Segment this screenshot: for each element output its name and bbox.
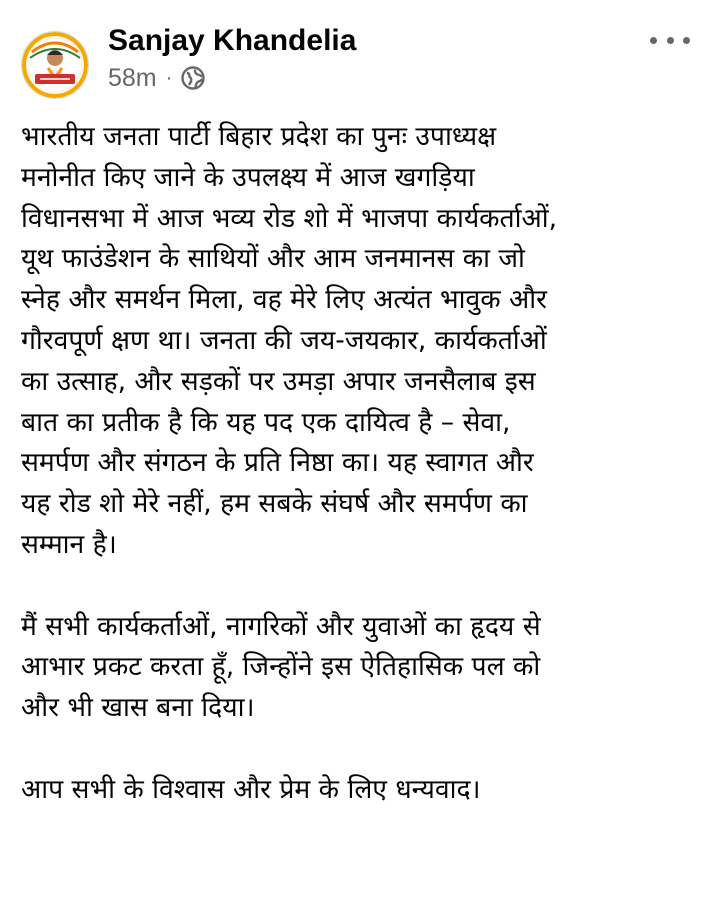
post-meta [108,62,205,94]
more-dot [667,37,674,44]
more-options-icon[interactable] [650,30,690,50]
more-dot [683,37,690,44]
post-paragraph: मैं सभी कार्यकर्ताओं, नागरिकों और युवाओं का हृदय से आभार प्रकट करता हूँ, जिन्होंने इस ऐतिहासिक पल को और भी खास बना दिया। [21,610,541,724]
meta-separator: · [165,66,173,89]
author-name[interactable]: Sanjay Khandelia [108,24,357,57]
post-paragraph: भारतीय जनता पार्टी बिहार प्रदेश का पुनः उपाध्यक्ष मनोनीत किए जाने के उपलक्ष्य में आज खगड़िया विधानसभा में आज भव्य रोड शो में भाजपा कार्यकर्ताओं, यूथ फाउंडेशन के साथियों और आम जनमानस का जो स्नेह और समर्थन मिला, वह मेरे लिए अत्यंत भावुक और गौरवपूर्ण क्षण था। जनता की जय-जयकार, कार्यकर्ताओं का उत्साह, और सड़कों पर उमड़ा अपार जनसैलाब इस बात का प्रतीक है कि यह पद एक दायित्व है – सेवा, समर्पण और संगठन के प्रति निष्ठा का। यह स्वागत और यह रोड शो मेरे नहीं, हम सबके संघर्ष और समर्पण का सम्मान है। [21,121,558,560]
avatar-image [22,32,88,98]
avatar[interactable] [21,31,89,99]
globe-icon[interactable] [181,66,205,90]
more-dot [650,37,657,44]
post-body [21,117,701,811]
post-paragraph: आप सभी के विश्वास और प्रेम के लिए धन्यवाद। [21,773,481,805]
post-timestamp[interactable]: 58m [108,63,157,92]
post-header [0,0,706,110]
